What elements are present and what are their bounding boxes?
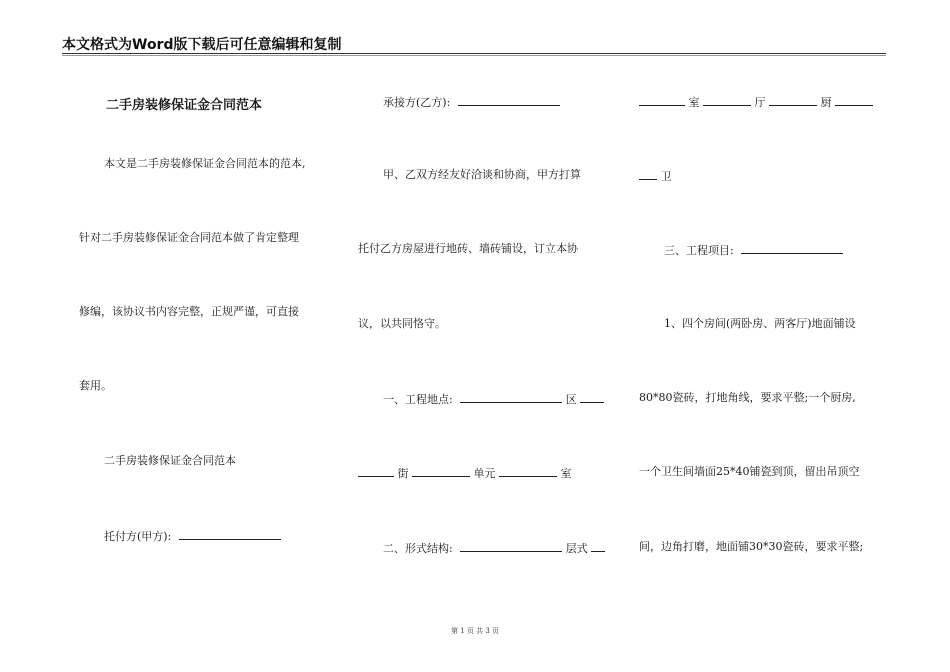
room-label: 室	[560, 467, 572, 480]
header-divider	[62, 53, 886, 54]
intro-line-1: 本文是二手房装修保证金合同范本的范本,	[104, 157, 306, 170]
col3-line-4: 间，边角打磨，地面铺30*30瓷砖，要求平整;	[639, 540, 864, 553]
rooms-shi: 室	[688, 96, 700, 109]
intro-line-2: 针对二手房装修保证金合同范本做了肯定整理	[79, 231, 299, 244]
location-district: 区	[565, 393, 577, 406]
col3-line-2: 80*80瓷砖，打地角线，要求平整;一个厨房,	[639, 391, 856, 404]
party-a-blank[interactable]	[179, 528, 281, 540]
room-blank[interactable]	[499, 465, 557, 477]
rooms-line	[639, 94, 873, 110]
street-label: 街	[397, 467, 409, 480]
intro-line-3: 修编，该协议书内容完整，正规严谨，可直接	[79, 305, 299, 318]
structure-suffix: 层式	[565, 542, 588, 555]
intro-line-4: 套用。	[79, 379, 112, 392]
structure-tail-blank[interactable]	[591, 540, 605, 552]
project-label: 三、工程项目:	[664, 244, 734, 257]
unit-label: 单元	[473, 467, 496, 480]
rooms-shi-blank[interactable]	[639, 94, 685, 106]
rooms-chu-blank[interactable]	[769, 94, 817, 106]
document-title: 二手房装修保证金合同范本	[106, 98, 263, 113]
unit-blank[interactable]	[412, 465, 470, 477]
location-line	[383, 391, 604, 407]
col2-line-1: 甲、乙双方经友好洽谈和协商，甲方打算	[383, 168, 581, 181]
party-a-label: 托付方(甲方):	[104, 530, 172, 543]
party-b-line	[383, 94, 560, 110]
party-b-label: 承接方(乙方):	[383, 96, 451, 109]
location-label: 一、工程地点:	[383, 393, 453, 406]
address-line	[358, 465, 572, 481]
rooms-tail-blank[interactable]	[835, 94, 873, 106]
project-blank[interactable]	[741, 242, 843, 254]
street-blank[interactable]	[358, 465, 394, 477]
col3-line-3: 一个卫生间墙面25*40铺瓷到顶，留出吊顶空	[639, 465, 860, 478]
structure-label: 二、形式结构:	[383, 542, 453, 555]
col3-line-1: 1、四个房间(两卧房、两客厅)地面铺设	[664, 317, 856, 330]
col2-line-3: 议，以共同恪守。	[358, 317, 446, 330]
page-number: 第 1 页 共 3 页	[450, 627, 500, 635]
rooms-chu: 厨	[820, 96, 832, 109]
location-blank[interactable]	[460, 391, 562, 403]
structure-blank[interactable]	[460, 540, 562, 552]
contract-subtitle: 二手房装修保证金合同范本	[104, 454, 236, 467]
rooms-wei-blank[interactable]	[639, 168, 657, 180]
rooms-ting-blank[interactable]	[703, 94, 751, 106]
header-divider-thin	[62, 55, 886, 56]
project-line	[664, 242, 843, 258]
party-a-line	[104, 528, 281, 544]
rooms-wei: 卫	[660, 170, 672, 183]
rooms-wei-line	[639, 168, 672, 184]
col2-line-2: 托付乙方房屋进行地砖、墙砖铺设，订立本协	[358, 242, 578, 255]
district-blank[interactable]	[580, 391, 604, 403]
structure-line	[383, 540, 605, 556]
rooms-ting: 厅	[754, 96, 766, 109]
party-b-blank[interactable]	[458, 94, 560, 106]
header-title: 本文格式为Word版下载后可任意编辑和复制	[62, 37, 342, 53]
